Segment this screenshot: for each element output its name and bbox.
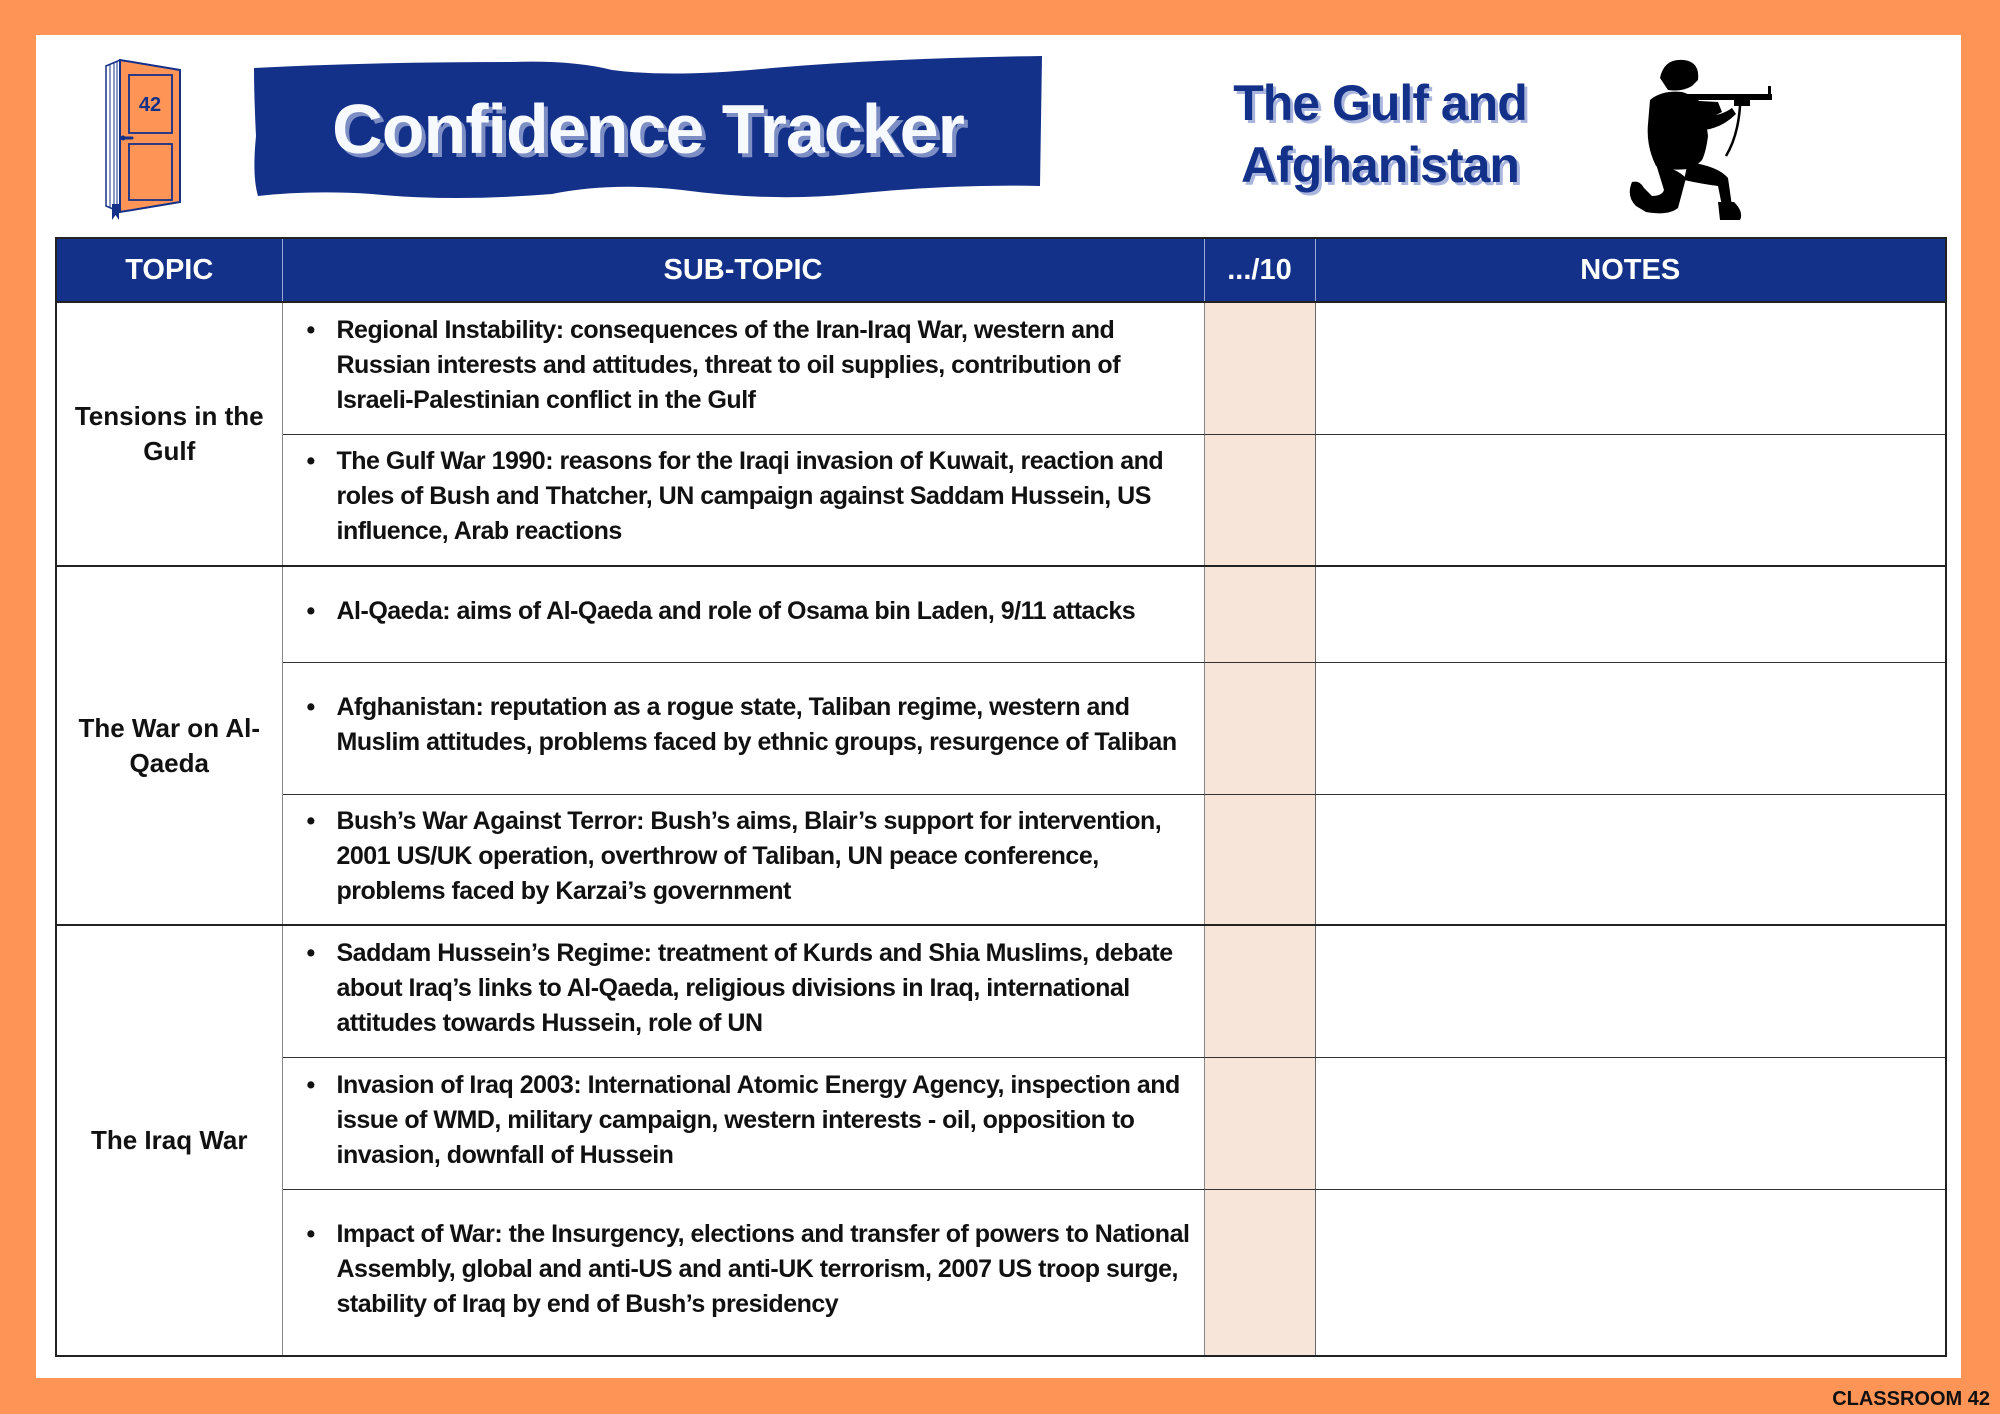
- table-row: [56, 1057, 1946, 1189]
- subtopic-cell: [282, 1057, 1204, 1189]
- subtopic-cell: [282, 925, 1204, 1057]
- table-row: [56, 302, 1946, 434]
- column-header-notes: NOTES: [1315, 238, 1946, 302]
- bullet-icon: •: [306, 447, 315, 476]
- score-input-cell[interactable]: [1204, 302, 1315, 434]
- bullet-icon: •: [306, 806, 315, 835]
- bullet-icon: •: [306, 693, 315, 721]
- unit-subtitle: [1215, 72, 1545, 196]
- subtopic-cell: [282, 1189, 1204, 1356]
- notes-input-cell[interactable]: [1315, 662, 1946, 794]
- score-input-cell[interactable]: [1204, 566, 1315, 662]
- subtopic-text: Saddam Hussein’s Regime: treatment of Kurds and Shia Muslims, debate about Iraq’s links to Al-Qaeda, religious divisions in Iraq, international attitudes towards Hussein, role of UN: [336, 938, 1173, 1037]
- notes-input-cell[interactable]: [1315, 925, 1946, 1057]
- bullet-icon: •: [306, 596, 315, 625]
- topic-cell: The Iraq War: [56, 925, 282, 1356]
- column-header-score: .../10: [1204, 238, 1315, 302]
- subtopic-text: Al-Qaeda: aims of Al-Qaeda and role of Osama bin Laden, 9/11 attacks: [336, 596, 1136, 625]
- column-header-topic: TOPIC: [56, 238, 282, 302]
- subtopic-text: Bush’s War Against Terror: Bush’s aims, Blair’s support for intervention, 2001 US/UK operation, overthrow of Taliban, UN peace conference, problems faced by Karzai’s government: [336, 806, 1162, 905]
- bullet-icon: •: [306, 1219, 315, 1248]
- table-row: [56, 662, 1946, 794]
- table-row: [56, 794, 1946, 925]
- subtopic-text: The Gulf War 1990: reasons for the Iraqi invasion of Kuwait, reaction and roles of Bush and Thatcher, UN campaign against Saddam Hussein, US influence, Arab reactions: [336, 447, 1164, 546]
- score-input-cell[interactable]: [1204, 1189, 1315, 1356]
- bullet-icon: •: [306, 1070, 315, 1099]
- topic-cell: Tensions in the Gulf: [56, 302, 282, 566]
- table-row: [56, 925, 1946, 1057]
- table-row: [56, 566, 1946, 662]
- subtopic-cell: [282, 434, 1204, 566]
- subtopic-text: Regional Instability: consequences of the Iran-Iraq War, western and Russian interests and attitudes, threat to oil supplies, contribution of Israeli-Palestinian conflict in the Gulf: [336, 315, 1121, 414]
- notes-input-cell[interactable]: [1315, 1189, 1946, 1356]
- subtopic-text: Impact of War: the Insurgency, elections and transfer of powers to National Assembly, global and anti-US and anti-UK terrorism, 2007 US troop surge, stability of Iraq by end of Bush’s presidency: [336, 1219, 1190, 1318]
- bullet-icon: •: [306, 938, 315, 967]
- subtitle-line-2: Afghanistan: [1241, 137, 1519, 193]
- notes-input-cell[interactable]: [1315, 794, 1946, 925]
- confidence-tracker-table: [55, 237, 1947, 1357]
- topic-cell: The War on Al-Qaeda: [56, 566, 282, 925]
- score-input-cell[interactable]: [1204, 925, 1315, 1057]
- notes-input-cell[interactable]: [1315, 302, 1946, 434]
- table-header-row: [56, 238, 1946, 302]
- kneeling-soldier-icon: [1622, 56, 1780, 228]
- door-book-icon: [102, 56, 182, 220]
- subtopic-text: Afghanistan: reputation as a rogue state, Taliban regime, western and Muslim attitudes, problems faced by ethnic groups, resurgence of Taliban: [336, 693, 1177, 756]
- subtopic-cell: [282, 566, 1204, 662]
- subtopic-cell: [282, 302, 1204, 434]
- column-header-subtopic: SUB-TOPIC: [282, 238, 1204, 302]
- table-row: [56, 434, 1946, 566]
- page-title: Confidence Tracker: [332, 90, 964, 168]
- subtopic-text: Invasion of Iraq 2003: International Atomic Energy Agency, inspection and issue of WMD, military campaign, western interests - oil, opposition to invasion, downfall of Hussein: [336, 1070, 1180, 1169]
- notes-input-cell[interactable]: [1315, 1057, 1946, 1189]
- score-input-cell[interactable]: [1204, 1057, 1315, 1189]
- score-input-cell[interactable]: [1204, 794, 1315, 925]
- score-input-cell[interactable]: [1204, 434, 1315, 566]
- footer-brand: CLASSROOM 42: [1832, 1388, 1990, 1410]
- svg-text:42: 42: [138, 94, 162, 116]
- subtopic-cell: [282, 794, 1204, 925]
- table-row: [56, 1189, 1946, 1356]
- notes-input-cell[interactable]: [1315, 434, 1946, 566]
- bullet-icon: •: [306, 315, 315, 344]
- notes-input-cell[interactable]: [1315, 566, 1946, 662]
- score-input-cell[interactable]: [1204, 662, 1315, 794]
- subtopic-cell: [282, 662, 1204, 794]
- subtitle-line-1: The Gulf and: [1233, 75, 1527, 131]
